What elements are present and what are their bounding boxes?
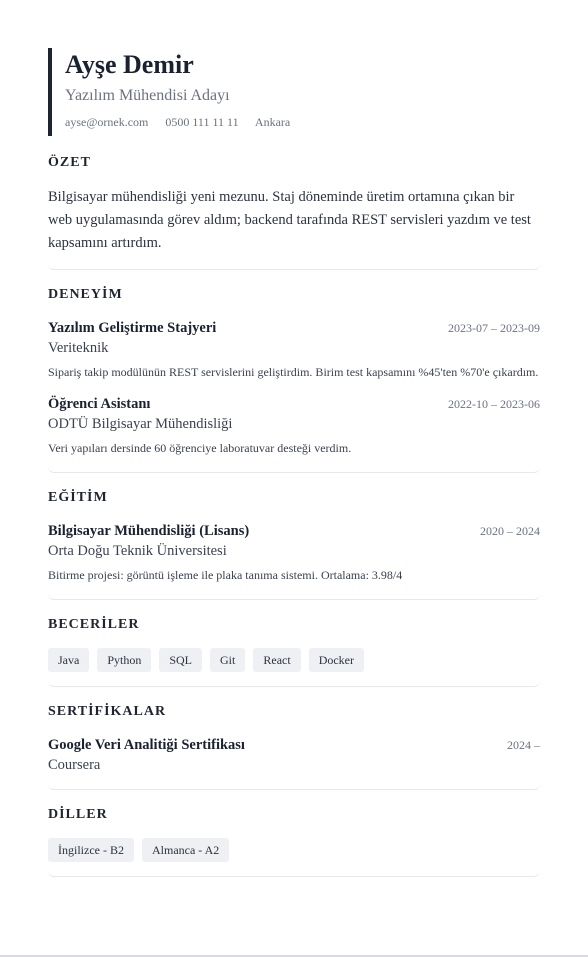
experience-desc: Veri yapıları dersinde 60 öğrenciye laboratuvar desteği verdim. (48, 441, 352, 455)
skill-tag: Docker (309, 648, 364, 672)
language-tag: İngilizce - B2 (48, 838, 134, 862)
skill-tag: Git (210, 648, 245, 672)
languages-section (48, 806, 540, 877)
education-school: Orta Doğu Teknik Üniversitesi (48, 543, 227, 559)
skill-tag: SQL (159, 648, 202, 672)
experience-date: 2022-10 – 2023-06 (448, 397, 540, 411)
contact-city: Ankara (254, 115, 291, 129)
experience-date: 2023-07 – 2023-09 (448, 321, 540, 335)
experience-org: Veriteknik (48, 340, 109, 356)
education-section (48, 489, 540, 600)
certificate-entry (48, 735, 540, 775)
education-heading: EĞİTİM (48, 490, 108, 505)
skills-section (48, 616, 540, 687)
language-tag: Almanca - A2 (142, 838, 229, 862)
education-desc: Bitirme projesi: görüntü işleme ile plaka tanıma sistemi. Ortalama: 3.98/4 (48, 568, 403, 582)
education-degree: Bilgisayar Mühendisliği (Lisans) (48, 523, 250, 539)
contact-info (65, 114, 540, 130)
resume-header (48, 48, 540, 136)
summary-section (48, 154, 540, 270)
education-date: 2020 – 2024 (480, 524, 540, 538)
skills-heading: BECERİLER (48, 617, 140, 632)
languages-list (48, 838, 540, 862)
summary-text: Bilgisayar mühendisliği yeni mezunu. Staj döneminde üretim ortamına çıkan bir web uygulamasında görev aldım; backend tarafında REST servisleri yazdım ve test kapsamını artırdım. (48, 189, 531, 251)
experience-role: Öğrenci Asistanı (48, 396, 151, 412)
certificate-name: Google Veri Analitiği Sertifikası (48, 737, 245, 753)
contact-phone: 0500 111 11 11 (165, 115, 239, 129)
skill-tag: Java (48, 648, 89, 672)
experience-heading: DENEYİM (48, 287, 123, 302)
experience-section (48, 286, 540, 473)
education-entry (48, 521, 540, 585)
candidate-title: Yazılım Mühendisi Adayı (65, 87, 230, 104)
experience-entry (48, 394, 540, 458)
summary-heading: ÖZET (48, 155, 91, 170)
certificate-issuer: Coursera (48, 757, 101, 773)
certificate-date: 2024 – (507, 738, 540, 752)
skill-tag: Python (97, 648, 151, 672)
certificates-section (48, 703, 540, 790)
skills-list (48, 648, 540, 672)
languages-heading: DİLLER (48, 807, 108, 822)
experience-role: Yazılım Geliştirme Stajyeri (48, 320, 217, 336)
candidate-name: Ayşe Demir (65, 50, 194, 79)
skill-tag: React (253, 648, 300, 672)
experience-entry (48, 318, 540, 382)
experience-org: ODTÜ Bilgisayar Mühendisliği (48, 416, 233, 432)
certificates-heading: SERTİFİKALAR (48, 704, 167, 719)
experience-desc: Sipariş takip modülünün REST servislerini geliştirdim. Birim test kapsamını %45'ten %70'e çıkardım. (48, 365, 539, 379)
contact-email: ayse@ornek.com (65, 115, 149, 129)
